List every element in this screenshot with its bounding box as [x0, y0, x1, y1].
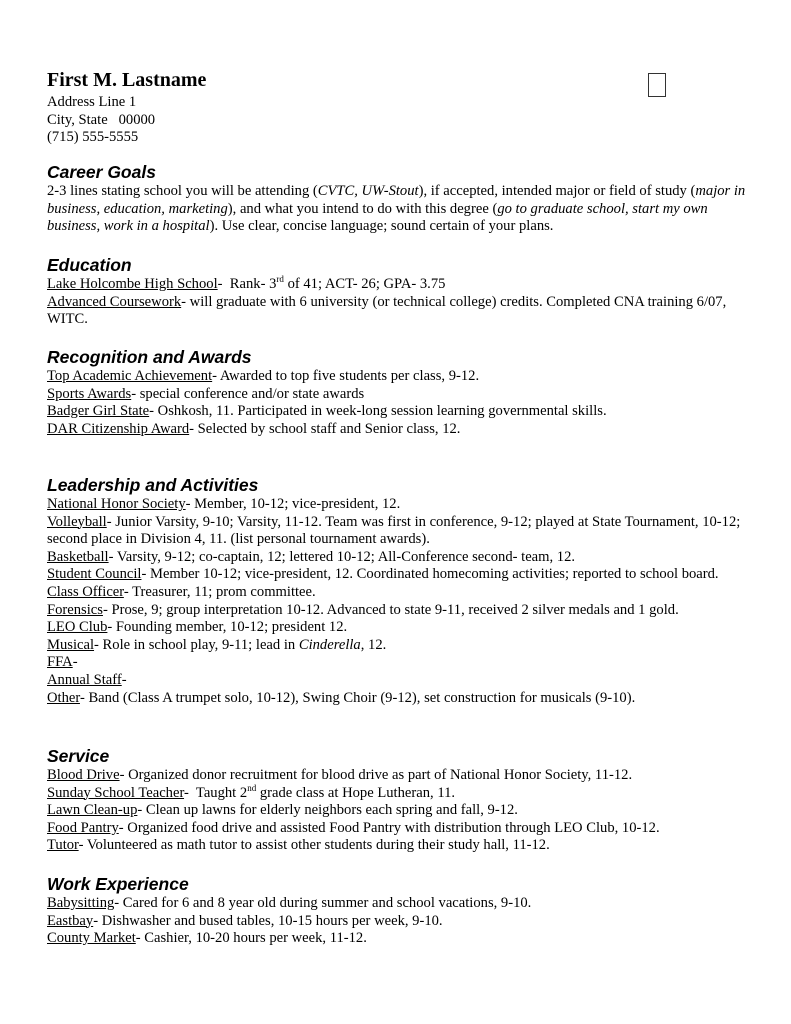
awards-title: Recognition and Awards — [47, 347, 252, 367]
entry-text: - Oshkosh, 11. Participated in week-long session learning governmental skills. — [149, 403, 607, 420]
education-entry — [47, 276, 752, 294]
entry-text: - Member 10-12; vice-president, 12. Coordinated homecoming activities; reported to school board. — [141, 566, 719, 583]
education-title: Education — [47, 255, 132, 275]
entry-label: Basketball — [47, 548, 109, 565]
entry-label: Blood Drive — [47, 767, 120, 783]
service-entry — [47, 820, 752, 838]
applicant-name: First M. Lastname — [47, 69, 207, 91]
activity-entry — [47, 549, 752, 567]
entry-label: LEO Club — [47, 619, 108, 636]
entry-label: County Market — [47, 930, 136, 947]
award-entry — [47, 421, 752, 439]
entry-label: DAR Citizenship Award — [47, 420, 190, 437]
entry-text: - will graduate with 6 university (or technical college) credits. Completed CNA training 6/07, WITC. — [47, 293, 727, 328]
entry-label: Tutor — [47, 837, 79, 854]
address-line: Address Line 1 — [47, 94, 137, 110]
entry-text: - Rank- 3 — [217, 276, 277, 292]
entry-label: Forensics — [47, 601, 103, 618]
award-entry — [47, 368, 752, 386]
career-goals-part: ). Use clear, concise language; sound certain of your plans. — [209, 218, 554, 235]
service-entry — [47, 802, 752, 820]
entry-text: - Dishwasher and bused tables, 10-15 hours per week, 9-10. — [93, 912, 443, 929]
activity-entry — [47, 602, 752, 620]
entry-text: , 12. — [360, 636, 387, 653]
entry-label: Eastbay — [47, 912, 94, 929]
entry-text: - Band (Class A trumpet solo, 10-12), Swing Choir (9-12), set construction for musicals (9-10). — [79, 689, 636, 706]
entry-label: Top Academic Achievement — [47, 368, 213, 384]
leadership-section — [47, 475, 752, 707]
service-section — [47, 746, 752, 855]
education-entry — [47, 294, 752, 329]
career-goals-part: ), if accepted, intended major or field of study ( — [418, 183, 696, 199]
award-entry — [47, 403, 752, 421]
entry-label: Advanced Coursework — [47, 293, 182, 310]
entry-text: - Founding member, 10-12; president 12. — [107, 619, 348, 636]
entry-text: - Cared for 6 and 8 year old during summer and school vacations, 9-10. — [114, 895, 532, 911]
entry-text: - — [121, 671, 127, 688]
entry-text: - Treasurer, 11; prom committee. — [123, 583, 316, 600]
entry-text: - Volunteered as math tutor to assist other students during their study hall, 11-12. — [78, 837, 550, 854]
entry-label: Class Officer — [47, 583, 124, 600]
entry-text: - Awarded to top five students per class, 9-12. — [212, 368, 480, 384]
career-goals-part: 2-3 lines stating school you will be attending ( — [47, 183, 318, 199]
entry-label: Lake Holcombe High School — [47, 276, 218, 292]
play-title: Cinderella — [298, 636, 361, 653]
entry-text: - special conference and/or state awards — [131, 385, 365, 402]
entry-label: Volleyball — [47, 513, 107, 530]
entry-label: Food Pantry — [47, 819, 119, 836]
entry-text: - Member, 10-12; vice-president, 12. — [185, 496, 401, 512]
entry-label: Badger Girl State — [47, 403, 150, 420]
entry-text: - Varsity, 9-12; co-captain, 12; lettered 10-12; All-Conference second- team, 12. — [108, 548, 576, 565]
service-entry — [47, 837, 752, 855]
career-goals-italic: go to graduate school, start my own business, work in a hospital — [47, 200, 708, 235]
activity-entry — [47, 496, 752, 514]
entry-text: grade class at Hope Lutheran, 11. — [256, 784, 456, 801]
work-section — [47, 874, 752, 948]
service-entry — [47, 767, 752, 785]
activity-entry — [47, 514, 752, 549]
entry-label: Annual Staff — [47, 671, 122, 688]
entry-text: - Junior Varsity, 9-10; Varsity, 11-12. Team was first in conference, 9-12; played at State Tournament, 10-12; second place in Division 4, 11. (list personal tournament awards). — [47, 513, 741, 548]
entry-label: National Honor Society — [47, 496, 186, 512]
activity-entry — [47, 672, 752, 690]
career-goals-italic: major in business, education, marketing — [47, 183, 746, 217]
activity-entry — [47, 654, 752, 672]
activity-entry — [47, 690, 752, 708]
service-entry — [47, 782, 752, 803]
career-goals-italic: CVTC, UW-Stout — [317, 183, 419, 199]
entry-label: Babysitting — [47, 895, 115, 911]
career-goals-text — [47, 183, 752, 236]
contact-header — [47, 68, 747, 147]
entry-label: Other — [47, 689, 80, 706]
work-title: Work Experience — [47, 874, 189, 894]
career-goals-section — [47, 162, 752, 236]
entry-label: Sunday School Teacher — [47, 784, 185, 801]
activity-entry — [47, 584, 752, 602]
activity-entry — [47, 566, 752, 584]
entry-text: - Selected by school staff and Senior class, 12. — [189, 420, 461, 437]
career-goals-part: ), and what you intend to do with this degree ( — [227, 200, 498, 217]
entry-label: FFA — [47, 654, 73, 671]
entry-text: - Cashier, 10-20 hours per week, 11-12. — [135, 930, 367, 947]
city-state: City, State 00000 — [47, 111, 156, 128]
phone-number: (715) 555-5555 — [47, 129, 139, 146]
work-entry — [47, 913, 752, 931]
entry-label: Sports Awards — [47, 385, 132, 402]
entry-text: - Organized donor recruitment for blood drive as part of National Honor Society, 11-12. — [119, 767, 633, 783]
education-section — [47, 255, 752, 329]
leadership-title: Leadership and Activities — [47, 475, 259, 495]
work-entry — [47, 930, 752, 948]
entry-text: - Organized food drive and assisted Food Pantry with distribution through LEO Club, 10-12. — [118, 819, 660, 836]
photo-checkbox[interactable] — [648, 73, 666, 97]
awards-section — [47, 347, 752, 438]
ordinal-suffix: rd — [276, 274, 284, 285]
entry-text: - Clean up lawns for elderly neighbors each spring and fall, 9-12. — [137, 802, 518, 819]
career-goals-title: Career Goals — [47, 162, 156, 182]
entry-text: - Prose, 9; group interpretation 10-12. Advanced to state 9-11, received 2 silver medals and 1 gold. — [102, 601, 679, 618]
entry-label: Lawn Clean-up — [47, 802, 138, 819]
entry-label: Student Council — [47, 566, 142, 583]
entry-text: - Taught 2 — [184, 784, 248, 801]
entry-text: - — [72, 654, 78, 671]
activity-entry — [47, 619, 752, 637]
activity-entry — [47, 637, 752, 655]
work-entry — [47, 895, 752, 913]
entry-text: of 41; ACT- 26; GPA- 3.75 — [283, 276, 446, 292]
award-entry — [47, 386, 752, 404]
entry-text: - Role in school play, 9-11; lead in — [94, 636, 299, 653]
ordinal-suffix: nd — [247, 782, 257, 793]
entry-label: Musical — [47, 636, 95, 653]
service-title: Service — [47, 746, 110, 766]
